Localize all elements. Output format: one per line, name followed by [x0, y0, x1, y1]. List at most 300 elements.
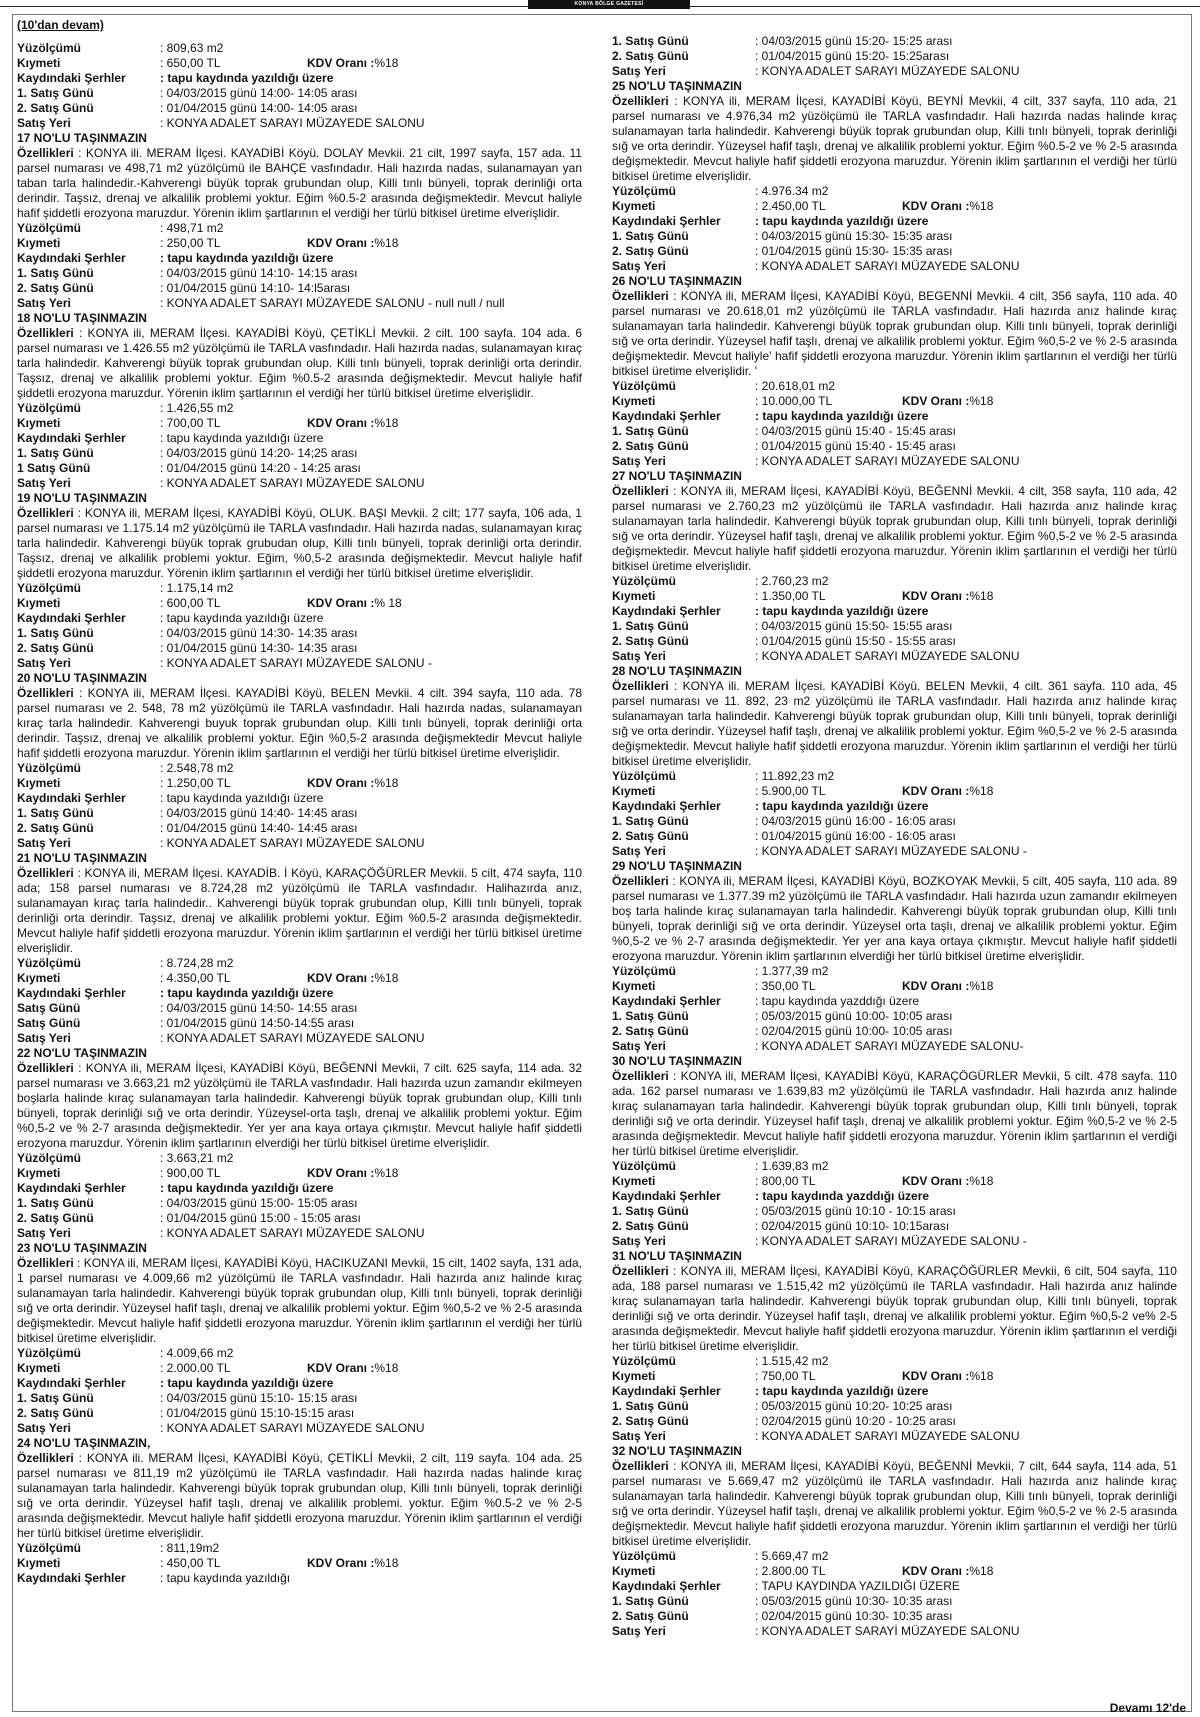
property-description [17, 686, 582, 761]
property-description [17, 1061, 582, 1151]
field-row [612, 439, 1177, 454]
field-value: : 4.976.34 m2 [755, 184, 829, 198]
field-row [17, 1556, 582, 1571]
property-description [612, 484, 1177, 574]
field-value: : 1.175,14 m2 [160, 581, 234, 595]
description-label: Özellikleri [17, 1061, 74, 1075]
field-label: 2. Satış Günü [612, 1219, 689, 1233]
description-label: Özellikleri [612, 1459, 669, 1473]
field-value: : tapu kaydında yazıldığı üzere [755, 799, 929, 813]
field-row [17, 1346, 582, 1361]
field-label: 2. Satış Günü [612, 49, 689, 63]
section-heading: 18 NO'LU TAŞINMAZIN [17, 311, 147, 325]
field-label: 1. Satış Günü [612, 424, 689, 438]
field-row [17, 776, 582, 791]
field-row [612, 184, 1177, 199]
field-value: : tapu kaydında yazıldığı üzere [160, 791, 324, 805]
kdv-label: KDV Oranı : [307, 56, 375, 70]
kdv-value: %18 [374, 1361, 399, 1375]
description-text: : KONYA ili, MERAM İlçesi, KAYADİBİ Köyü, BOZKOYAK Mevkii, 5 cilt, 405 sayfa, 110 ada. 89 parsel numarası ve 1.377.39 m2 yüzölçümü ile TARLA vasfındadır. Hali hazırda uzun zamandır ekilmeyen boş tarla halinde kıraç sulanamayan tarla halindedir. Kahverengi büyük toprak grubundan olup, Killi tınlı bünyeli, toprak derinliği sığ ve orta derindir. Yüzeysel orta taşlı, drenaj ve alkalilik problemi yoktur. Eğim %0,5-2 ve % 2-7 arasında değişmektedir. Yer yer ana kaya ortaya çıkmıştır. Mevcut haliyle hafif şiddetli erozyona maruzdur. Yörenin iklim şartlarının elverdiği her türlü bitkisel üretime elverişlidir. [612, 874, 1177, 963]
kdv-label: KDV Oranı : [902, 1369, 970, 1383]
kdv-value: %18 [969, 784, 994, 798]
field-value: : KONYA ADALET SARAYI MÜZAYEDE SALONU [755, 259, 1020, 273]
property-description [17, 146, 582, 221]
field-row [612, 1009, 1177, 1024]
field-label: 2. Satış Günü [17, 281, 94, 295]
field-value: : 4.009,66 m2 [160, 1346, 234, 1360]
field-value: : 01/04/2015 günü 15:30- 15:35 arası [755, 244, 953, 258]
field-value: : 01/04/2015 günü 16:00 - 16:05 arası [755, 829, 956, 843]
field-row [17, 761, 582, 776]
field-value: : tapu kaydında yazıldığı üzere [160, 1376, 334, 1390]
field-label: Kıymeti [17, 56, 61, 70]
property-description [612, 94, 1177, 184]
field-row [17, 626, 582, 641]
field-label: 1. Satış Günü [17, 1391, 94, 1405]
field-label: Kaydındaki Şerhler [612, 1384, 721, 1398]
field-row [17, 281, 582, 296]
field-label: Satış Yeri [17, 836, 71, 850]
description-text: : KONYA ili, MERAM İlçesi, KAYADİBİ Köyü, OLUK. BAŞI Mevkii. 2 cilt; 177 sayfa, 106 ada, 1 parsel numarası ve 1.175.14 m2 yüzölçümü ile TARLA vasfındadır. Hali hazırda nadas, sulanamayan kıraç tarla halindedir. Kahverengi büyük toprak grubudan olup, Killi tınlı bünyeli, toprak derinliği orta derindir. Taşsız, drenaj ve alkalilik problemi yoktur. Eğim, %0,5-2 arasında değişmektedir. Mevcut haliyle hafif şiddetli erozyona maruzdur. Yörenin iklim şartlarının el verdiği her türlü bitkisel üretime elverişlidir. [17, 506, 582, 580]
kdv-label: KDV Oranı : [902, 394, 970, 408]
field-row [17, 1001, 582, 1016]
field-value: : 1.639,83 m2 [755, 1159, 829, 1173]
field-value: : 811,19m2 [160, 1541, 220, 1555]
left-column-body [17, 41, 582, 1586]
field-value: : tapu kaydında yazddığı üzere [755, 994, 920, 1008]
field-label: 1. Satış Günü [612, 814, 689, 828]
kdv-value: %18 [374, 971, 399, 985]
field-label: Satış Günü [17, 1001, 81, 1015]
kdv-value: %18 [969, 394, 994, 408]
description-label: Özellikleri [612, 1264, 669, 1278]
field-label: Kaydındaki Şerhler [17, 791, 126, 805]
field-value: : 2.800.00 TL [755, 1564, 826, 1578]
field-value: : 01/04/2015 günü 14:20 - 14:25 arası [160, 461, 361, 475]
kdv-label: KDV Oranı : [307, 596, 375, 610]
field-value: : tapu kaydında yazıldığı üzere [160, 431, 324, 445]
field-value: : 04/03/2015 günü 15:40 - 15:45 arası [755, 424, 956, 438]
field-label: Kıymeti [612, 1369, 656, 1383]
field-row [17, 1151, 582, 1166]
field-value: : 04/03/2015 günü 15:10- 15:15 arası [160, 1391, 358, 1405]
description-text: : KONYA ili. MERAM İlçesi. KAYADİBİ Köyü. BELEN Mevkii, 4 cilt. 361 sayfa. 110 ada, 45 parsel numarası ve 11. 892, 23 m2 yüzölçümü ile TARLA vasfındadır. Hali hazırda anız halinde kıraç sulanamayan tarla halindedir. Kahverengi büyük toprak grubundan olup, Killi tınlı bünyeli, toprak derinliği sığ ve orta derindir. Yüzeysel hafif taşlı, drenaj ve alkalilik problemi yoktur. Eğim %0,5-2 ve % 2-5 arasında değişmektedir. Mevcut haliyle hafif şiddetli erozyona maruzdur. Yörenin iklim şartlarının el verdiği her türlü bitkisel üretime elverişlidir. [612, 679, 1177, 768]
field-row [612, 649, 1177, 664]
kdv-value: %18 [969, 1174, 994, 1188]
field-value: : 700,00 TL [160, 416, 221, 430]
field-row [17, 1181, 582, 1196]
field-label: Yüzölçümü [612, 1354, 677, 1368]
field-value: : KONYA ADALET SARAYI MÜZAYEDE SALONU - [160, 656, 432, 670]
field-value: : KONYA ADALET SARAYI MÜZAYEDE SALONU- [755, 1039, 1024, 1053]
field-label: Yüzölçümü [17, 1151, 82, 1165]
field-label: Yüzölçümü [17, 401, 82, 415]
field-value: : KONYA ADALET SARAYI MÜZAYEDE SALONU [160, 1421, 425, 1435]
field-row [612, 634, 1177, 649]
description-text: : KONYA ili, MERAM İlçesi. KAYADİB. İ Köyü, KARAÇÖĞÜRLER Mevkii. 5 cilt, 474 sayfa, 110 ada; 158 parsel numarası ve 8.724,28 m2 yüzölçümü ile TARLA vasfındadır. Halihazırda anız, sulanamayan kıraç tarla halindedir.. Kahverengi büyük toprak grubundan olup, Killi tınlı bünyeli, toprak derinliği orta derindir. Taşsız, drenaj ve alkalilik problemi yoktur. Eğim %0.5-2 arasında değişmektedir. Mevcut haliyle hafif şiddetli erozyona maruzdur. Yörenin iklim şartlarının el verdiği her türlü bitkisel üretime elverişlidir. [17, 866, 582, 955]
field-label: Kaydındaki Şerhler [612, 214, 721, 228]
field-label: Kıymeti [17, 776, 61, 790]
field-row [612, 1564, 1177, 1579]
section-heading: 21 NO'LU TAŞINMAZIN [17, 851, 147, 865]
field-label: Kıymeti [612, 589, 656, 603]
field-row [17, 1541, 582, 1556]
field-label: 1. Satış Günü [612, 1399, 689, 1413]
section-heading: 22 NO'LU TAŞINMAZIN [17, 1046, 147, 1060]
field-row [612, 64, 1177, 79]
kdv-label: KDV Oranı : [307, 1556, 375, 1570]
right-column-body [612, 34, 1177, 1639]
field-row [17, 446, 582, 461]
field-row [17, 431, 582, 446]
property-description [612, 874, 1177, 964]
kdv-label: KDV Oranı : [307, 971, 375, 985]
field-row [612, 229, 1177, 244]
field-value: : 04/03/2015 günü 14:00- 14:05 arası [160, 86, 358, 100]
kdv-label: KDV Oranı : [307, 1361, 375, 1375]
field-row [612, 1204, 1177, 1219]
field-label: Satış Yeri [612, 844, 666, 858]
field-row [17, 1361, 582, 1376]
property-description [17, 866, 582, 956]
field-label: 1. Satış Günü [612, 1009, 689, 1023]
right-column [612, 34, 1177, 1639]
field-value: : 1.515,42 m2 [755, 1354, 829, 1368]
masthead: KONYA BÖLGE GAZETESİ [528, 0, 690, 9]
field-label: Satış Yeri [17, 1421, 71, 1435]
kdv-value: %18 [374, 1166, 399, 1180]
field-label: Kıymeti [17, 1166, 61, 1180]
field-row [612, 214, 1177, 229]
field-value: : 5.900,00 TL [755, 784, 826, 798]
description-text: : KONYA ili, MERAM İlçesi. KAYADİBİ Köyü, ÇETİKLİ Mevkii. 2 cilt. 100 sayfa. 104 ada. 6 parsel numarası ve 1.426.55 m2 yüzölçümü ile TARLA vasfındadır. Hali hazırda nadas, sulanamayan kıraç tarla halindedir. Kahverengi büyük toprak grubundan olup. Killi tınlı bünyeli, toprak derinliği orta derindir. Taşsız, drenaj ve alkalilik problemi yoktur. Eğim %0.5-2 arasında değişmektedir. Mevcut haliyle hafif şiddetli erozyona maruzdur. Yörenin iklim şartlarının el verdiği her türlü bitkisel üretime elverişlidir. [17, 326, 582, 400]
description-label: Özellikleri [17, 866, 74, 880]
field-row [612, 409, 1177, 424]
field-label: Yüzölçümü [17, 956, 82, 970]
field-value: : 8.724,28 m2 [160, 956, 234, 970]
field-row [612, 259, 1177, 274]
description-label: Özellikleri [17, 506, 74, 520]
field-value: : KONYA ADALET SARAYI MÜZAYEDE SALONU [160, 1031, 425, 1045]
field-row [17, 476, 582, 491]
field-label: Yüzölçümü [612, 184, 677, 198]
field-label: 2. Satış Günü [612, 634, 689, 648]
field-row [17, 1376, 582, 1391]
field-value: : 11.892,23 m2 [755, 769, 835, 783]
field-value: : KONYA ADALET SARAYI MÜZAYEDE SALONU [160, 1226, 425, 1240]
field-label: Satış Yeri [17, 116, 71, 130]
field-row [612, 244, 1177, 259]
field-row [612, 619, 1177, 634]
field-row [17, 581, 582, 596]
field-label: Kaydındaki Şerhler [17, 71, 126, 85]
field-value: : 04/03/2015 günü 15:50- 15:55 arası [755, 619, 953, 633]
field-label: 1. Satış Günü [17, 86, 94, 100]
field-value: : 1.426,55 m2 [160, 401, 234, 415]
field-row [17, 221, 582, 236]
field-value: : 600,00 TL [160, 596, 221, 610]
field-row [17, 1421, 582, 1436]
field-label: Kıymeti [17, 971, 61, 985]
field-value: : 2.760,23 m2 [755, 574, 829, 588]
field-label: 2. Satış Günü [612, 829, 689, 843]
field-value: : 450,00 TL [160, 1556, 221, 1570]
field-row [17, 986, 582, 1001]
description-label: Özellikleri [612, 289, 669, 303]
description-label: Özellikleri [17, 146, 74, 160]
field-value: : 809,63 m2 [160, 41, 224, 55]
field-value: : 01/04/2015 günü 15:20- 15:25arası [755, 49, 950, 63]
field-label: Kıymeti [612, 199, 656, 213]
field-value: : 3.663,21 m2 [160, 1151, 234, 1165]
field-value: : 250,00 TL [160, 236, 221, 250]
section-heading: 26 NO'LU TAŞINMAZIN [612, 274, 742, 288]
field-value: : 05/03/2015 günü 10:00- 10:05 arası [755, 1009, 953, 1023]
field-label: Kıymeti [612, 784, 656, 798]
field-row [612, 49, 1177, 64]
field-row [612, 1354, 1177, 1369]
field-value: : 02/04/2015 günü 10:20 - 10:25 arası [755, 1414, 956, 1428]
description-text: : KONYA ili, MERAM İlçesi, KAYADİBİ Köyü, BEĞENNİ Mevkii. 4 cilt, 358 sayfa, 110 ada, 42 parsel numarası ve 2.760,23 m2 yüzölçümü ile TARLA vasfındadır. Hali hazırda anız halinde kıraç sulanamayan tarla halindedir. Kahverengi büyük toprak grubundan olup, Killi tınlı bünyeli, toprak derinliği sığ ve orta derindir. Yüzeysel hafif taşlı, drenaj ve alkalilik problemi yoktur. Eğim %0,5-2 ve % 2-5 arasında değişmektedir. Mevcut haliyle hafif şiddetli erozyona maruzdur. Yörenin iklim şartlarının el verdiği her türlü bitkisel üretime elverişlidir. [612, 484, 1177, 573]
kdv-value: %18 [374, 416, 399, 430]
continued-from-label: (10'dan devam) [17, 18, 104, 32]
kdv-value: %18 [969, 1564, 994, 1578]
field-label: Yüzölçümü [17, 1541, 82, 1555]
field-value: : tapu kaydında yazıldığı üzere [160, 1181, 334, 1195]
field-value: : 01/04/2015 günü 14:50-14:55 arası [160, 1016, 355, 1030]
section-heading: 20 NO'LU TAŞINMAZIN [17, 671, 147, 685]
field-row [612, 1369, 1177, 1384]
field-row [17, 1571, 582, 1586]
field-row [17, 1406, 582, 1421]
field-label: Yüzölçümü [17, 581, 82, 595]
description-text: : KONYA ili. MERAM İlçesi, KAYADİBİ Köyü, ÇETİKLİ Mevkii, 2 cilt, 119 sayfa. 104 ada. 25 parsel numarası ve 811,19 m2 yüzölçümü ile TARLA vasfındadır. Hali hazırda nadas halinde kıraç sulanamayan tarla halindedir. Kahverengi büyük toprak grubundan olup, Killi tınlı bünyeli, toprak derinliği sığ ve orta derindir. Yüzeysel hafif taşlı, drenaj ve alkalilik problemi. yoktur. Eğim %0.5-2 ve % 2-5 arasında değişmektedir. Mevcut haliyle hafif şiddetli erozyona maruzdur. Yörenin iklim şartlarının el verdiği her türlü bitkisel üretime elverişlidir. [17, 1451, 582, 1540]
field-row [612, 814, 1177, 829]
field-row [17, 116, 582, 131]
kdv-label: KDV Oranı : [307, 416, 375, 430]
field-row [612, 1024, 1177, 1039]
field-label: 1. Satış Günü [612, 34, 689, 48]
description-text: : KONYA ili, MERAM İlçesi, KAYADİBİ Köyü, BEYNİ Mevkii, 4 cilt, 337 sayfa, 110 ada, 21 parsel numarası ve 4.976,34 m2 yüzölçümü ile TARLA vasfındadır. Hali hazırda nadas halinde kıraç sulanamayan tarla halindedir. Kahverengi büyük toprak grubundan olup, Killi tınlı bünyeli, toprak derinliği sığ ve orta derindir. Yüzeysel hafif taşlı, drenaj ve alkalilik problemi yoktur. Eğim %0.5-2 ve % 2-5 arasında değişmektedir. Mevcut haliyle hafif şiddetli erozyona maruzdur. Yörenin iklim şartlarının el verdiği her türlü bitkisel üretime elverişlidir. [612, 94, 1177, 183]
field-row [612, 1414, 1177, 1429]
field-row [612, 769, 1177, 784]
field-label: 1. Satış Günü [612, 229, 689, 243]
field-row [17, 821, 582, 836]
field-label: 2. Satış Günü [17, 821, 94, 835]
field-label: Kıymeti [17, 236, 61, 250]
field-label: Kaydındaki Şerhler [17, 1181, 126, 1195]
field-value: : 04/03/2015 günü 14:40- 14:45 arası [160, 806, 358, 820]
field-label: Kaydındaki Şerhler [17, 611, 126, 625]
field-label: 2. Satış Günü [612, 1024, 689, 1038]
field-row [612, 829, 1177, 844]
field-row [612, 1234, 1177, 1249]
field-row [17, 956, 582, 971]
field-row [612, 454, 1177, 469]
field-label: Kıymeti [17, 1361, 61, 1375]
field-value: : KONYA ADALET SARAYI MÜZAYEDE SALONU [160, 476, 425, 490]
field-label: Kaydındaki Şerhler [17, 251, 126, 265]
field-row [612, 784, 1177, 799]
field-row [612, 994, 1177, 1009]
field-label: Kaydındaki Şerhler [17, 986, 126, 1000]
field-label: Kıymeti [612, 1174, 656, 1188]
field-label: Kıymeti [17, 1556, 61, 1570]
field-label: Yüzölçümü [17, 221, 82, 235]
description-label: Özellikleri [612, 1069, 669, 1083]
field-value: : 05/03/2015 günü 10:20- 10:25 arası [755, 1399, 953, 1413]
field-row [612, 589, 1177, 604]
field-value: : 01/04/2015 günü 15:00 - 15:05 arası [160, 1211, 361, 1225]
kdv-label: KDV Oranı : [307, 236, 375, 250]
kdv-value: %18 [374, 776, 399, 790]
field-row [17, 266, 582, 281]
field-label: Yüzölçümü [612, 769, 677, 783]
field-row [612, 979, 1177, 994]
kdv-value: % 18 [374, 596, 402, 610]
field-value: : KONYA ADALET SARAYI MÜZAYEDE SALONU [160, 836, 425, 850]
description-label: Özellikleri [612, 679, 669, 693]
field-value: : tapu kaydında yazıldığı üzere [755, 409, 929, 423]
field-label: Kıymeti [17, 416, 61, 430]
field-value: : tapu kaydında yazıldığı üzere [160, 986, 334, 1000]
field-value: : 498,71 m2 [160, 221, 224, 235]
field-row [612, 394, 1177, 409]
field-row [17, 1031, 582, 1046]
description-text: : KONYA ili, MERAM İlçesi, KAYADİBİ Köyü, KARAÇÖĞÜRLER Mevkii, 6 cilt, 504 sayfa, 110 ada, 188 parsel numarası ve 1.515,42 m2 yüzölçümü ile TARLA vasfındadır. Hali hazırda anız halinde kıraç sulanamayan tarla halindedir. Kahverengi büyük toprak grubundan olup, Killi tınlı bünyeli, toprak derinliği sığ ve orta derindir. Yüzeysel hafif taşlı, drenaj ve alkalilik problemi yoktur. Eğim %0,5-2 ve% 2-5 arasında değişmektedir. Mevcut haliyle hafif şiddetli erozyona maruzdur. Yörenin iklim şartlarının el verdiği her türlü bitkisel üretime elverişlidir. [612, 1264, 1177, 1353]
kdv-value: %18 [374, 56, 399, 70]
property-description [17, 506, 582, 581]
field-row [612, 1159, 1177, 1174]
field-value: : 2.548,78 m2 [160, 761, 234, 775]
field-value: : 02/04/2015 günü 10:00- 10:05 arası [755, 1024, 953, 1038]
field-value: : KONYA ADALET SARAYI MÜZAYEDE SALONU [755, 454, 1020, 468]
section-heading: 31 NO'LU TAŞINMAZIN [612, 1249, 742, 1263]
field-label: Satış Yeri [612, 1429, 666, 1443]
field-label: Satış Yeri [612, 1624, 666, 1638]
field-value: : KONYA ADALET SARAYİ MÜZAYEDE SALONU [755, 1624, 1020, 1638]
field-value: : 04/03/2015 günü 16:00 - 16:05 arası [755, 814, 956, 828]
property-description [612, 1459, 1177, 1549]
field-label: 1. Satış Günü [17, 266, 94, 280]
section-heading: 23 NO'LU TAŞINMAZIN [17, 1241, 147, 1255]
field-label: Yüzölçümü [17, 1346, 82, 1360]
field-label: Kaydındaki Şerhler [17, 431, 126, 445]
kdv-value: %18 [969, 199, 994, 213]
field-value: : 4.350,00 TL [160, 971, 231, 985]
field-value: : 750,00 TL [755, 1369, 816, 1383]
field-label: 2. Satış Günü [17, 641, 94, 655]
description-label: Özellikleri [17, 686, 74, 700]
field-row [17, 791, 582, 806]
field-label: 1. Satış Günü [612, 619, 689, 633]
field-row [612, 1579, 1177, 1594]
field-label: Satış Yeri [612, 64, 666, 78]
field-label: Satış Yeri [17, 1226, 71, 1240]
field-label: Satış Yeri [17, 296, 71, 310]
field-label: 2. Satış Günü [17, 1406, 94, 1420]
field-label: 1. Satış Günü [17, 806, 94, 820]
field-row [612, 424, 1177, 439]
description-label: Özellikleri [612, 484, 669, 498]
field-value: : 01/04/2015 günü 15:10-15:15 arası [160, 1406, 355, 1420]
field-label: Kaydındaki Şerhler [612, 799, 721, 813]
field-row [612, 379, 1177, 394]
field-label: Kaydındaki Şerhler [612, 604, 721, 618]
field-value: : 900,00 TL [160, 1166, 221, 1180]
field-value: : 10.000,00 TL [755, 394, 833, 408]
field-value: : 01/04/2015 günü 15:40 - 15:45 arası [755, 439, 956, 453]
kdv-label: KDV Oranı : [307, 1166, 375, 1180]
field-label: Kaydındaki Şerhler [612, 409, 721, 423]
field-label: Satış Yeri [612, 454, 666, 468]
field-value: : 01/04/2015 günü 14:10- 14:l5arası [160, 281, 351, 295]
field-value: : KONYA ADALET SARAYI MÜZAYEDE SALONU [755, 649, 1020, 663]
description-text: : KONYA ili, MERAM İlçesi, KAYADİBİ Köyü, BEĞENNİ Mevkii, 7 cilt, 644 sayfa, 114 ada, 51 parsel numarası ve 5.669,47 m2 yüzölçümü ile TARLA vasfındadır. Hali hazırda anız halinde kıraç sulanamayan tarla halindedir. Kahverengi büyük toprak grubundan olup, Killi tınlı bünyeli, toprak derinliği sığ ve orta derindir. Yüzeysel hafif taşlı, drenaj ve alkalilik problemi yoktur. Eğim %0,5-2 ve % 2-5 arasında değişmektedir. Mevcut haliyle hafif şiddetli erozyona maruzdur. Yörenin iklim şartlarının el verdiği her türlü bitkisel üretime elverişlidir. [612, 1459, 1177, 1548]
field-value: : 04/03/2015 günü 15:20- 15:25 arası [755, 34, 953, 48]
section-heading: 24 NO'LU TAŞINMAZIN, [17, 1436, 151, 1450]
field-value: : TAPU KAYDINDA YAZILDIĞI ÜZERE [755, 1579, 960, 1593]
description-text: : KONYA ili, MERAM İlçesi, KAYADİBİ Köyü, BEĞENNİ Mevkii, 7 cilt. 625 sayfa, 114 ada. 32 parsel numarası ve 3.663,21 m2 yüzölçümü ile TARLA vasfındadır. Hali hazırda uzun zamandır ekilmeyen boşlarla halinde kıraç sulanamayan tarla halindedir. Kahverengi büyük toprak grubundan olup, Killi tınlı bünyeli, toprak derinliği sığ ve orta derindir. Yüzeysel-orta taşlı, drenaj ve alkalilik problemi yoktur. Eğim %0,5-2 ve % 2-7 arasında değişmektedir. Yer yer ana kaya ortaya çıkmıştır. Mevcut haliyle hafif şiddetli erozyona maruzdur. Yörenin iklim şartlarının elverdiği her türlü bitkisel üretime elverişlidir. [17, 1061, 582, 1150]
field-row [612, 1609, 1177, 1624]
field-row [612, 1549, 1177, 1564]
field-row [17, 56, 582, 71]
field-label: Yüzölçümü [612, 574, 677, 588]
field-row [612, 964, 1177, 979]
description-text: : KONYA ili. MERAM İlçesi. KAYADİBİ Köyü. DOLAY Mevkii. 21 cilt, 1997 sayfa, 157 ada. 11 parsel numarası ve 498,71 m2 yüzölçümü ile BAHÇE vasfındadır. Hali hazırda nadas, sulanamayan yan taban tarla halindedir.-Kahverengi büyük toprak grubundan olup, Killi tınlı bünyeli, toprak derinliği orta derindir. Taşsız, drenaj ve alkalilik problemi yoktur. Eğim %0.5-2 arasında değişmektedir. Mevcut haliyle hafif şiddetli erozyona maruzdur. Yörenin iklim şartlarının el verdiği her türlü bitkisel üretime elverişlidir. [17, 146, 582, 220]
field-row [17, 236, 582, 251]
field-value: : tapu kaydında yazıldığı üzere [755, 1384, 929, 1398]
kdv-label: KDV Oranı : [902, 199, 970, 213]
field-value: : 05/03/2015 günü 10:10 - 10:15 arası [755, 1204, 956, 1218]
field-label: Satış Günü [17, 1016, 81, 1030]
field-row [612, 574, 1177, 589]
field-label: Kıymeti [612, 394, 656, 408]
field-value: : tapu kaydında yazıldığı üzere [160, 71, 334, 85]
field-row [612, 844, 1177, 859]
field-row [17, 1166, 582, 1181]
field-label: 1. Satış Günü [17, 1196, 94, 1210]
field-label: 1 Satış Günü [17, 461, 91, 475]
field-row [612, 1219, 1177, 1234]
field-row [17, 1391, 582, 1406]
field-value: : 01/04/2015 günü 14:00- 14:05 arası [160, 101, 358, 115]
field-label: Satış Yeri [612, 1039, 666, 1053]
field-value: : KONYA ADALET SARAYI MÜZAYEDE SALONU - null null / null [160, 296, 505, 310]
field-row [612, 799, 1177, 814]
field-value: : 04/03/2015 günü 14:30- 14:35 arası [160, 626, 358, 640]
description-text: : KONYA ili, MERAM İlçesi, KAYADİBİ Köyü, BEGENNİ Mevkii. 4 cilt, 356 sayfa, 110 ada. 40 parsel numarası ve 20.618,01 m2 yüzölçümü ile TARLA vasfındadır. Hali hazırda anız halinde kıraç sulanamayan tarla halindedir. Kahverengi büyük toprak grubundan olup. Killi tınlı bünyeli, toprak derinliği sığ ve orta derindir. Yüzeysel hafif taşlı, drenaj ve alkalilik problemi yoktur. Eğim %0,5-2 ve % 2-5 arasında değişmektedir. Mevcut haliyle' hafif şiddetli erozyona maruzdur. Yörenin iklim şartlarının el verdiği her türlü bitkisel üretime elverişlidir. ' [612, 289, 1177, 378]
field-label: 2. Satış Günü [612, 1414, 689, 1428]
field-value: : tapu kaydında yazddığı üzere [755, 1189, 930, 1203]
field-value: : tapu kaydında yazıldığı üzere [755, 604, 929, 618]
field-value: : 350,00 TL [755, 979, 816, 993]
kdv-label: KDV Oranı : [902, 1564, 970, 1578]
field-label: Kaydındaki Şerhler [612, 994, 721, 1008]
kdv-label: KDV Oranı : [902, 1174, 970, 1188]
field-label: Kaydındaki Şerhler [612, 1579, 721, 1593]
kdv-value: %18 [374, 236, 399, 250]
field-label: 2. Satış Günü [612, 244, 689, 258]
field-value: : KONYA ADALET SARAYI MÜZAYEDE SALONU - [755, 844, 1027, 858]
field-row [17, 971, 582, 986]
kdv-value: %18 [969, 979, 994, 993]
field-value: : tapu kaydında yazıldığı üzere [755, 214, 929, 228]
field-value: : 2.450,00 TL [755, 199, 826, 213]
field-value: : 04/03/2015 günü 15:30- 15:35 arası [755, 229, 953, 243]
field-value: : tapu kaydında yazıldığı üzere [160, 611, 324, 625]
section-heading: 32 NO'LU TAŞINMAZIN [612, 1444, 742, 1458]
